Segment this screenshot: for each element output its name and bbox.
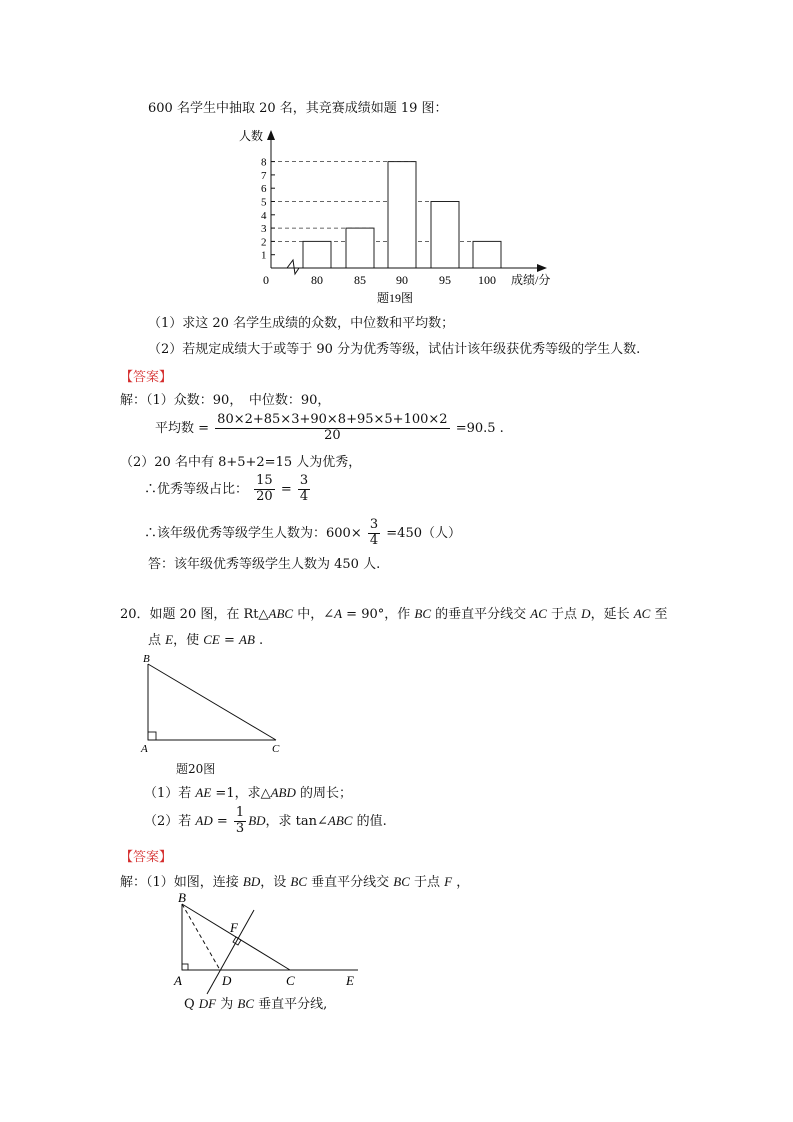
- var-abd: ABD: [270, 785, 296, 800]
- y-axis-arrow-icon: [267, 130, 275, 140]
- q20-text: 于点: [546, 607, 582, 622]
- var-e: E: [165, 632, 174, 647]
- ratio-equals: =: [280, 481, 292, 497]
- x-tick-label: 80: [311, 273, 323, 287]
- sub2-num: 1: [235, 805, 245, 820]
- x-tick-label: 100: [478, 273, 496, 287]
- q20-text: =1，求△: [211, 786, 271, 801]
- q20-text: ，求 tan∠: [265, 813, 328, 829]
- var-abc: ABC: [268, 606, 294, 621]
- ratio-num-2: 3: [299, 473, 309, 488]
- x-axis-arrow-icon: [537, 264, 547, 272]
- label-a: A: [141, 743, 148, 755]
- estimate-line: [144, 518, 461, 549]
- ratio-prefix: ∴优秀等级占比：: [144, 481, 249, 497]
- q20-text: 的周长；: [295, 786, 353, 801]
- y-tick-label: 7: [261, 169, 267, 182]
- answer20-line1: [120, 874, 469, 891]
- var-d: D: [581, 606, 591, 621]
- q20-text: 的值.: [352, 813, 387, 829]
- bar: [431, 202, 459, 269]
- q19-intro: 600 名学生中抽取 20 名，其竞赛成绩如题 19 图：: [148, 101, 448, 116]
- label-e: E: [346, 973, 354, 988]
- q19-sub2: （2）若规定成绩大于或等于 90 分为优秀等级，试估计该年级获优秀等级的学生人数.: [148, 342, 641, 357]
- label-b: B: [178, 890, 186, 905]
- x-axis-label: 成绩/分: [511, 273, 551, 287]
- bar: [388, 162, 416, 268]
- x-tick-label: 90: [396, 273, 408, 287]
- a20-text: 垂直平分线,: [254, 997, 328, 1012]
- label-c: C: [286, 973, 295, 988]
- var-ac: AC: [530, 606, 547, 621]
- ratio-den-1: 20: [256, 488, 273, 504]
- ratio-den-2: 4: [299, 488, 309, 504]
- var-ae: AE: [195, 785, 212, 800]
- triangle-figure-q20: [138, 650, 298, 780]
- q20-sub2: [144, 806, 387, 837]
- solution-figure-q20: [168, 890, 368, 996]
- estimate-fraction: [368, 518, 380, 549]
- label-a: A: [174, 973, 182, 988]
- estimate-prefix: ∴该年级优秀等级学生人数为：600×: [144, 525, 362, 541]
- var-bc: BC: [237, 996, 255, 1011]
- var-ce: CE: [203, 632, 220, 647]
- a20-text: 于点: [409, 875, 445, 890]
- mean-numerator: 80×2+85×3+90×8+95×5+100×2: [217, 412, 448, 427]
- bar: [346, 228, 374, 268]
- answer-tag: 【答案】: [120, 850, 173, 865]
- a20-text: 为: [216, 997, 238, 1012]
- y-tick-label: 3: [261, 223, 267, 236]
- axis-break-icon: [281, 260, 303, 274]
- segment-bd-dashed: [182, 904, 220, 970]
- x-tick-label: 85: [354, 273, 366, 287]
- ratio-fraction-2: [298, 474, 310, 505]
- var-bc: BC: [414, 606, 432, 621]
- var-ab: AB: [239, 632, 255, 647]
- q20-prompt-line2: [148, 632, 263, 649]
- q20-text: .: [254, 633, 264, 648]
- answer20-last: [184, 996, 327, 1013]
- answer19-final: 答：该年级优秀等级学生人数为 450 人.: [148, 557, 381, 572]
- sub2-fraction: [234, 806, 246, 837]
- q20-text: ，使: [173, 633, 204, 648]
- q20-prompt: [120, 606, 667, 623]
- q20-sub1: [144, 785, 352, 802]
- ratio-num-1: 15: [256, 473, 273, 488]
- var-bc: BC: [290, 874, 308, 889]
- mean-formula: [155, 413, 504, 444]
- answer19-line1: 解：（1）众数：90， 中位数：90，: [120, 393, 331, 408]
- y-tick-label: 1: [261, 249, 267, 262]
- label-d: D: [222, 973, 232, 988]
- a20-text: ，设: [260, 875, 291, 890]
- q20-text: 中，∠: [293, 607, 335, 622]
- a20-text: ，: [452, 875, 470, 890]
- answer19-line3: （2）20 名中有 8+5+2=15 人为优秀，: [120, 455, 362, 470]
- q20-text: 如题 20 图，在 Rt△: [149, 607, 269, 622]
- label-b: B: [143, 653, 150, 665]
- chart-caption: 题19图: [376, 291, 414, 305]
- mean-fraction: [215, 413, 449, 444]
- var-f: F: [444, 874, 453, 889]
- var-bd: BD: [248, 812, 266, 828]
- label-f: F: [230, 920, 238, 935]
- q19-sub1: （1）求这 20 名学生成绩的众数，中位数和平均数；: [148, 316, 455, 331]
- y-tick-label: 6: [261, 183, 267, 196]
- estimate-den: 4: [369, 532, 379, 548]
- ratio-fraction-1: [254, 474, 275, 505]
- var-bd: BD: [242, 874, 261, 889]
- q20-number: 20．: [120, 607, 150, 622]
- mean-result: =90.5 .: [455, 420, 504, 436]
- figure20-caption: 题20图: [176, 762, 216, 776]
- x-tick-label: 95: [439, 273, 451, 287]
- y-tick-label: 5: [261, 196, 267, 209]
- y-tick-label: 8: [261, 156, 267, 169]
- q20-text: 至: [650, 607, 668, 622]
- q20-text: =: [212, 813, 228, 829]
- mean-denominator: 20: [324, 427, 341, 443]
- var-df: DF: [198, 996, 217, 1011]
- bar: [303, 241, 331, 268]
- q20-text: 的垂直平分线交: [431, 607, 531, 622]
- q20-text: （2）若: [144, 813, 196, 829]
- a20-text: 垂直平分线交: [307, 875, 394, 890]
- label-c: C: [272, 743, 280, 755]
- q20-text: 点: [148, 633, 166, 648]
- ratio-line: [144, 474, 312, 505]
- side-bc: [148, 664, 276, 740]
- q20-text: =: [219, 633, 240, 648]
- var-bc: BC: [393, 874, 410, 889]
- bar-chart: [225, 124, 565, 308]
- y-tick-label: 2: [261, 236, 267, 249]
- answer-tag: 【答案】: [120, 370, 173, 385]
- a20-text: Q: [184, 997, 199, 1012]
- bar: [473, 241, 501, 268]
- var-ac: AC: [633, 606, 651, 621]
- q20-text: （1）若: [144, 786, 196, 801]
- var-abc: ABC: [327, 812, 353, 828]
- sub2-den: 3: [235, 820, 245, 836]
- q20-text: ，延长: [590, 607, 634, 622]
- origin-label: 0: [263, 273, 269, 287]
- var-a: A: [334, 606, 343, 621]
- estimate-suffix: =450（人）: [386, 525, 461, 541]
- y-tick-label: 4: [261, 209, 267, 222]
- a20-text: 解：（1）如图，连接: [120, 875, 243, 890]
- y-axis-label: 人数: [239, 129, 264, 143]
- q20-text: = 90°，作: [342, 607, 415, 622]
- right-angle-mark: [148, 732, 156, 740]
- estimate-num: 3: [369, 517, 379, 532]
- mean-prefix: 平均数 =: [155, 420, 210, 436]
- right-angle-mark-a: [182, 964, 188, 970]
- var-ad: AD: [195, 812, 213, 828]
